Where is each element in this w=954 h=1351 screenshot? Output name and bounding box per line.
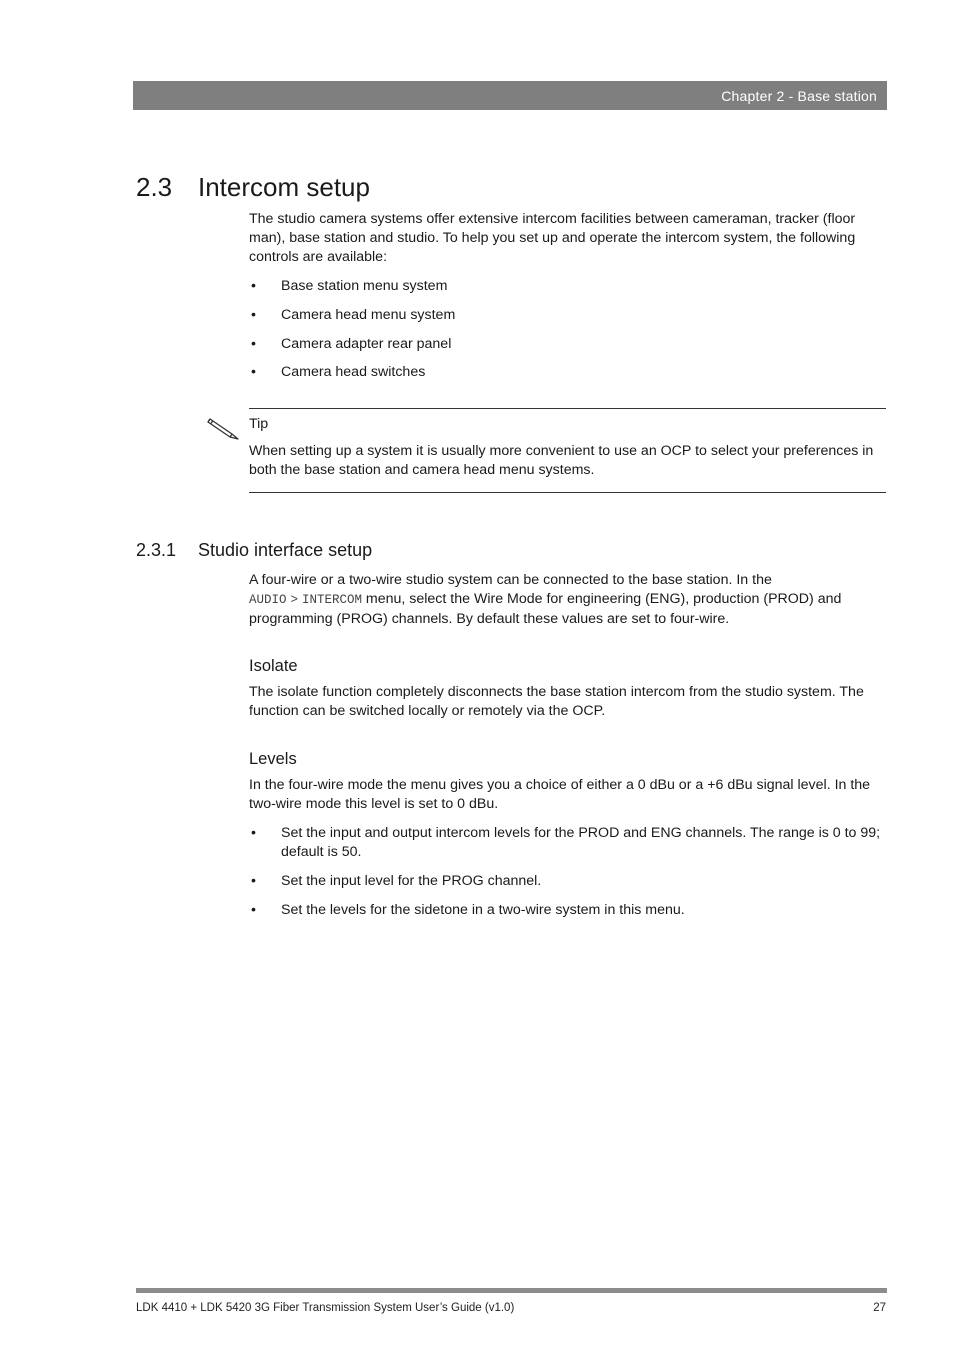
section-heading (136, 172, 370, 203)
list-item: • Set the input and output intercom levels for the PROD and ENG channels. The range is 0 to 99; default is 50. (251, 825, 881, 860)
menu-path-separator: > (290, 593, 298, 607)
isolate-text: The isolate function completely disconnects the base station intercom from the studio system. The function can be switched locally or remotely via the OCP. (249, 684, 864, 719)
levels-text: In the four-wire mode the menu gives you a choice of either a 0 dBu or a +6 dBu signal level. In the two-wire mode this level is set to 0 dBu. (249, 777, 871, 812)
list-item: • Camera head menu system (251, 307, 456, 323)
menu-path-intercom: INTERCOM (301, 593, 362, 607)
subsection-intro: A four-wire or a two-wire studio system can be connected to the base station. In the AUDIO > INTERCOM menu, select the Wire Mode for engineering (ENG), production (PROD) and programming (PROG) channels. By default these values are set to four-wire. (249, 572, 842, 627)
isolate-heading: Isolate (249, 657, 298, 675)
tip-bottom-rule (249, 492, 886, 493)
list-item: • Set the input level for the PROG channel. (251, 873, 542, 889)
list-item: • Camera head switches (251, 364, 426, 380)
pencil-icon (206, 414, 242, 442)
levels-heading: Levels (249, 750, 297, 768)
list-item: • Set the levels for the sidetone in a two-wire system in this menu. (251, 902, 685, 918)
footer-bar (136, 1288, 887, 1293)
list-item: • Camera adapter rear panel (251, 336, 452, 352)
tip-label: Tip (249, 416, 269, 432)
chapter-header-bar (133, 81, 887, 110)
controls-list (249, 277, 889, 382)
tip-text: When setting up a system it is usually more convenient to use an OCP to select your preferences in both the base station and camera head menu systems. (249, 443, 874, 478)
list-item: • Base station menu system (251, 278, 448, 294)
tip-top-rule (249, 408, 886, 409)
footer-document-title: LDK 4410 + LDK 5420 3G Fiber Transmission System User’s Guide (v1.0) (136, 1302, 515, 1314)
section-intro: The studio camera systems offer extensive intercom facilities between cameraman, tracker (floor man), base station and studio. To help you set up and operate the intercom system, the following controls are available: (249, 211, 856, 265)
page-number: 27 (873, 1302, 886, 1314)
section-title: Intercom setup (198, 172, 370, 202)
subsection-number: 2.3.1 (136, 540, 177, 560)
levels-list (249, 824, 889, 920)
menu-path-audio: AUDIO (249, 593, 287, 607)
subsection-title: Studio interface setup (198, 540, 373, 560)
chapter-title: Chapter 2 - Base station (721, 88, 877, 104)
subsection-heading (136, 540, 372, 561)
section-number: 2.3 (136, 172, 173, 202)
